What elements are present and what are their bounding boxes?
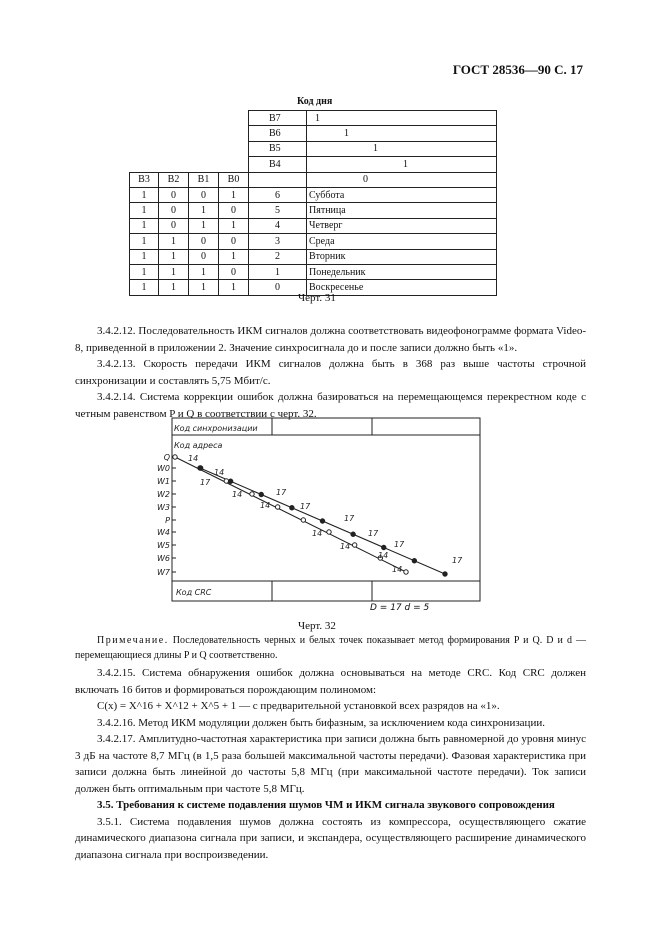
row-label: W4 (157, 528, 170, 537)
paragraph-3-4-2-17: 3.4.2.17. Амплитудно-частотная характеристика при записи должна быть равномерной до уровня минус 3 дБ на частоте 8,7 МГц (в 1,5 раза большей максимальной частоты передачи). Фазовая характеристика при записи должна быть линейной до частоты 5,8 МГц (при максимальной частоте передачи). Ток записи должен быть оптимальным при частоте 5,8 МГц. (75, 733, 586, 795)
empty-cell (130, 111, 159, 126)
page-header: ГОСТ 28536—90 С. 17 (452, 62, 583, 77)
bit-value: 0 (159, 218, 189, 233)
row-label: W6 (157, 554, 170, 563)
shift-number: 14 (260, 501, 271, 510)
empty-cell (130, 126, 159, 141)
table-row (130, 203, 497, 218)
bit-value: 1 (130, 234, 159, 249)
row-label: P (165, 516, 170, 525)
section-3-5-title: 3.5. Требования к системе подавления шумов ЧМ и ИКМ сигнала звукового сопровождения (97, 799, 555, 811)
bit-mark: 1 (307, 157, 497, 172)
bit-value: 0 (219, 264, 249, 279)
table-row (130, 111, 497, 126)
paragraph-3-4-2-13: 3.4.2.13. Скорость передачи ИКМ сигналов должна быть в 368 раз выше частоты строчной синхронизации и составлять 5,75 Мбит/с. (75, 358, 586, 387)
bit-mark: 1 (307, 126, 497, 141)
table-row (130, 187, 497, 202)
text-block-2 (75, 665, 586, 863)
black-dot (198, 466, 202, 470)
shift-number: 14 (232, 490, 243, 499)
bit-value: 1 (130, 187, 159, 202)
day-number: 1 (249, 264, 307, 279)
row-label: W5 (157, 541, 170, 550)
crc-code-label: Код CRC (176, 588, 212, 597)
black-dot (443, 572, 447, 576)
row-label: Q (163, 453, 170, 462)
bit-mark: 1 (307, 111, 497, 126)
day-name: Вторник (307, 249, 497, 264)
table-row (130, 264, 497, 279)
shift-number: 14 (312, 529, 323, 538)
bit-label: B6 (249, 126, 307, 141)
shift-number: 17 (276, 488, 287, 497)
bit-value: 1 (189, 280, 219, 295)
shift-number: 14 (340, 542, 351, 551)
row-label: W1 (157, 477, 170, 486)
empty-cell (249, 172, 307, 187)
note-block (75, 633, 586, 663)
empty-cell (189, 111, 219, 126)
paragraph-3-4-2-16: 3.4.2.16. Метод ИКМ модуляции должен быть бифазным, за исключением кода синхронизации. (97, 716, 545, 729)
diagram-params: D = 17 d = 5 (370, 603, 430, 613)
white-dot (327, 530, 331, 534)
bit-value: 1 (219, 187, 249, 202)
table-row (130, 141, 497, 156)
shift-number: 17 (452, 556, 463, 565)
table-caption: Код дня (297, 96, 333, 107)
bit-value: 1 (130, 218, 159, 233)
black-dot (320, 519, 324, 523)
empty-cell (159, 126, 189, 141)
shift-number: 14 (378, 551, 389, 560)
row-label: W2 (157, 490, 170, 499)
shift-number: 17 (394, 540, 405, 549)
day-name: Суббота (307, 187, 497, 202)
bit-value: 1 (159, 249, 189, 264)
white-dot (352, 543, 356, 547)
shift-number: 17 (300, 502, 311, 511)
bit-value: 1 (130, 203, 159, 218)
fig32-caption: Черт. 32 (298, 620, 336, 632)
bit-value: 1 (219, 218, 249, 233)
shift-number: 14 (188, 454, 199, 463)
paragraph-3-4-2-14: 3.4.2.14. Система коррекции ошибок должна базироваться на перемещающемся перекрестном коде с четным равенством P и Q в соответствии с черт. 32. (75, 391, 586, 420)
bit-value: 0 (219, 234, 249, 249)
address-code-label: Код адреса (174, 441, 223, 450)
table-header-row (130, 172, 497, 187)
row-label: W3 (157, 503, 170, 512)
bit-value: 1 (189, 218, 219, 233)
table-row (130, 234, 497, 249)
bit-value: 0 (189, 234, 219, 249)
black-dot (259, 492, 263, 496)
black-dot (412, 559, 416, 563)
day-number: 4 (249, 218, 307, 233)
white-dot (275, 505, 279, 509)
day-number: 6 (249, 187, 307, 202)
white-dots-line (175, 457, 406, 572)
black-dot (351, 532, 355, 536)
bit-value: 0 (219, 203, 249, 218)
paragraph-3-4-2-12: 3.4.2.12. Последовательность ИКМ сигналов должна соответствовать видеофонограмме формата Video-8, приведенной в приложении 2. Значение синхросигнала до и после записи должно быть «1». (75, 325, 586, 354)
paragraph-3-5-1: 3.5.1. Система подавления шумов должна состоять из компрессора, осуществляющего сжатие динамического диапазона сигнала при записи, и экспандера, осуществляющего расширение динамического диапазона сигнала при воспроизведении. (75, 815, 586, 861)
white-dot (173, 455, 177, 459)
table-row (130, 157, 497, 172)
table-row (130, 126, 497, 141)
paragraph-3-4-2-15: 3.4.2.15. Система обнаружения ошибок должна основываться на методе CRC. Код CRC должен включать 16 битов и формироваться порождающим полиномом: (75, 667, 586, 696)
empty-cell (219, 111, 249, 126)
empty-cell (130, 141, 159, 156)
shift-number: 17 (344, 514, 355, 523)
black-dot (290, 506, 294, 510)
bit-value: 1 (130, 249, 159, 264)
empty-cell (159, 141, 189, 156)
note-text: Последовательность черных и белых точек показывает метод формирования P и Q. D и d — перемещающиеся длины P и Q соответственно. (75, 635, 586, 661)
black-dot (228, 479, 232, 483)
column-header: B3 (130, 172, 159, 187)
day-name: Среда (307, 234, 497, 249)
shift-number: 17 (368, 529, 379, 538)
empty-cell (189, 141, 219, 156)
empty-cell (130, 157, 159, 172)
shift-number: 17 (200, 478, 211, 487)
bit-label: B5 (249, 141, 307, 156)
bit-mark: 1 (307, 141, 497, 156)
table-row (130, 218, 497, 233)
zero-label: 0 (307, 172, 497, 187)
empty-cell (159, 111, 189, 126)
empty-cell (189, 157, 219, 172)
sync-code-label: Код синхронизации (174, 424, 258, 433)
white-dot (301, 518, 305, 522)
bit-value: 1 (159, 264, 189, 279)
bit-value: 0 (189, 187, 219, 202)
empty-cell (219, 141, 249, 156)
day-name: Понедельник (307, 264, 497, 279)
fig31-caption: Черт. 31 (298, 292, 336, 304)
text-block-1 (75, 323, 586, 422)
shift-number: 14 (392, 565, 403, 574)
column-header: B2 (159, 172, 189, 187)
bit-label: B7 (249, 111, 307, 126)
day-number: 3 (249, 234, 307, 249)
white-dot (224, 479, 228, 483)
error-correction-diagram (157, 415, 490, 620)
bit-value: 1 (219, 280, 249, 295)
bit-value: 1 (189, 203, 219, 218)
day-number: 0 (249, 280, 307, 295)
bit-value: 0 (189, 249, 219, 264)
white-dot (250, 492, 254, 496)
white-dot (404, 570, 408, 574)
bit-value: 1 (159, 280, 189, 295)
empty-cell (219, 126, 249, 141)
black-dot (382, 545, 386, 549)
bit-value: 0 (159, 203, 189, 218)
empty-cell (189, 126, 219, 141)
column-header: B0 (219, 172, 249, 187)
bit-value: 1 (130, 264, 159, 279)
empty-cell (159, 157, 189, 172)
shift-number: 14 (214, 468, 225, 477)
bit-value: 1 (159, 234, 189, 249)
bit-value: 1 (189, 264, 219, 279)
crc-formula: C(x) = X^16 + X^12 + X^5 + 1 — с предварительной установкой всех разрядов на «1». (97, 700, 500, 712)
row-label: W0 (157, 464, 170, 473)
column-header: B1 (189, 172, 219, 187)
day-number: 2 (249, 249, 307, 264)
day-name: Пятница (307, 203, 497, 218)
day-code-table (129, 110, 497, 296)
day-name: Четверг (307, 218, 497, 233)
bit-value: 1 (130, 280, 159, 295)
empty-cell (219, 157, 249, 172)
bit-value: 0 (159, 187, 189, 202)
day-number: 5 (249, 203, 307, 218)
bit-label: B4 (249, 157, 307, 172)
day-name: Воскресенье (307, 280, 497, 295)
row-label: W7 (157, 568, 170, 577)
bit-value: 1 (219, 249, 249, 264)
note-title: Примечание. (97, 635, 169, 646)
table-row (130, 249, 497, 264)
